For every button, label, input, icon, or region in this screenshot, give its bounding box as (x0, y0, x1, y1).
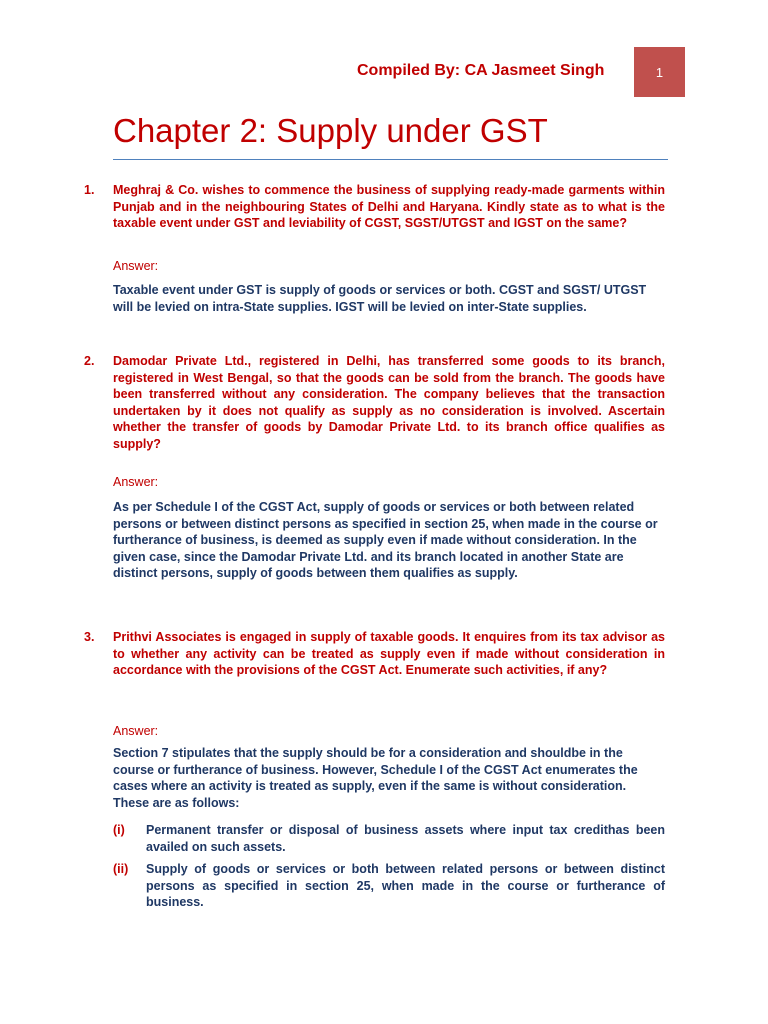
list-marker: (ii) (113, 862, 129, 876)
question-number: 2. (84, 354, 95, 368)
answer-text: As per Schedule I of the CGST Act, supply of goods or services or both between related persons or between distinct persons as specified in section 25, when made in the course or furtherance of business, is deemed as supply even if made without consideration. In the given case, since the Damodar Private Ltd. and its branch located in another State are distinct persons, supply of goods between them qualifies as supply. (113, 500, 658, 581)
list-item-text: Permanent transfer or disposal of business assets where input tax credithas been availed on such assets. (146, 823, 665, 854)
question-number: 3. (84, 630, 95, 644)
question-text: Damodar Private Ltd., registered in Delhi, has transferred some goods to its branch, registered in West Bengal, so that the goods can be sold from the branch. The goods have been transferred without any consideration. The company believes that the transaction undertaken by it does not qualify as supply as no consideration is involved. Ascertain whether the transfer of goods by Damodar Private Ltd. to its branch office qualifies as supply? (113, 354, 665, 451)
answer-label: Answer: (113, 475, 159, 489)
question-text: Meghraj & Co. wishes to commence the business of supplying ready-made garments within Punjab and in the neighbouring States of Delhi and Haryana. Kindly state as to what is the taxable event under GST and leviability of CGST, SGST/UTGST and IGST on the same? (113, 183, 665, 231)
list-item-text: Supply of goods or services or both between related persons or between distinct persons as specified in section 25, when made in the course or furtherance of business. (146, 862, 665, 910)
question-text: Prithvi Associates is engaged in supply of taxable goods. It enquires from its tax advisor as to whether any activity can be treated as supply even if made without consideration in accordance with the provisions of the CGST Act. Enumerate such activities, if any? (113, 630, 665, 678)
answer-label: Answer: (113, 259, 159, 273)
chapter-title: Chapter 2: Supply under GST (113, 112, 548, 149)
page-number-badge: 1 (634, 47, 685, 97)
answer-text: Section 7 stipulates that the supply should be for a consideration and shouldbe in the course or furtherance of business. However, Schedule I of the CGST Act enumerates the cases where an activity is treated as supply, even if the same is without consideration. These are as follows: (113, 746, 638, 810)
answer-text: Taxable event under GST is supply of goods or services or both. CGST and SGST/ UTGST will be levied on intra-State supplies. IGST will be levied on inter-State supplies. (113, 283, 647, 314)
compiled-by-label: Compiled By: CA Jasmeet Singh (357, 62, 605, 79)
title-divider (113, 159, 668, 160)
list-marker: (i) (113, 823, 125, 837)
list-item (113, 861, 665, 911)
answer-label: Answer: (113, 724, 159, 738)
list-item (113, 822, 665, 855)
question-number: 1. (84, 183, 95, 197)
